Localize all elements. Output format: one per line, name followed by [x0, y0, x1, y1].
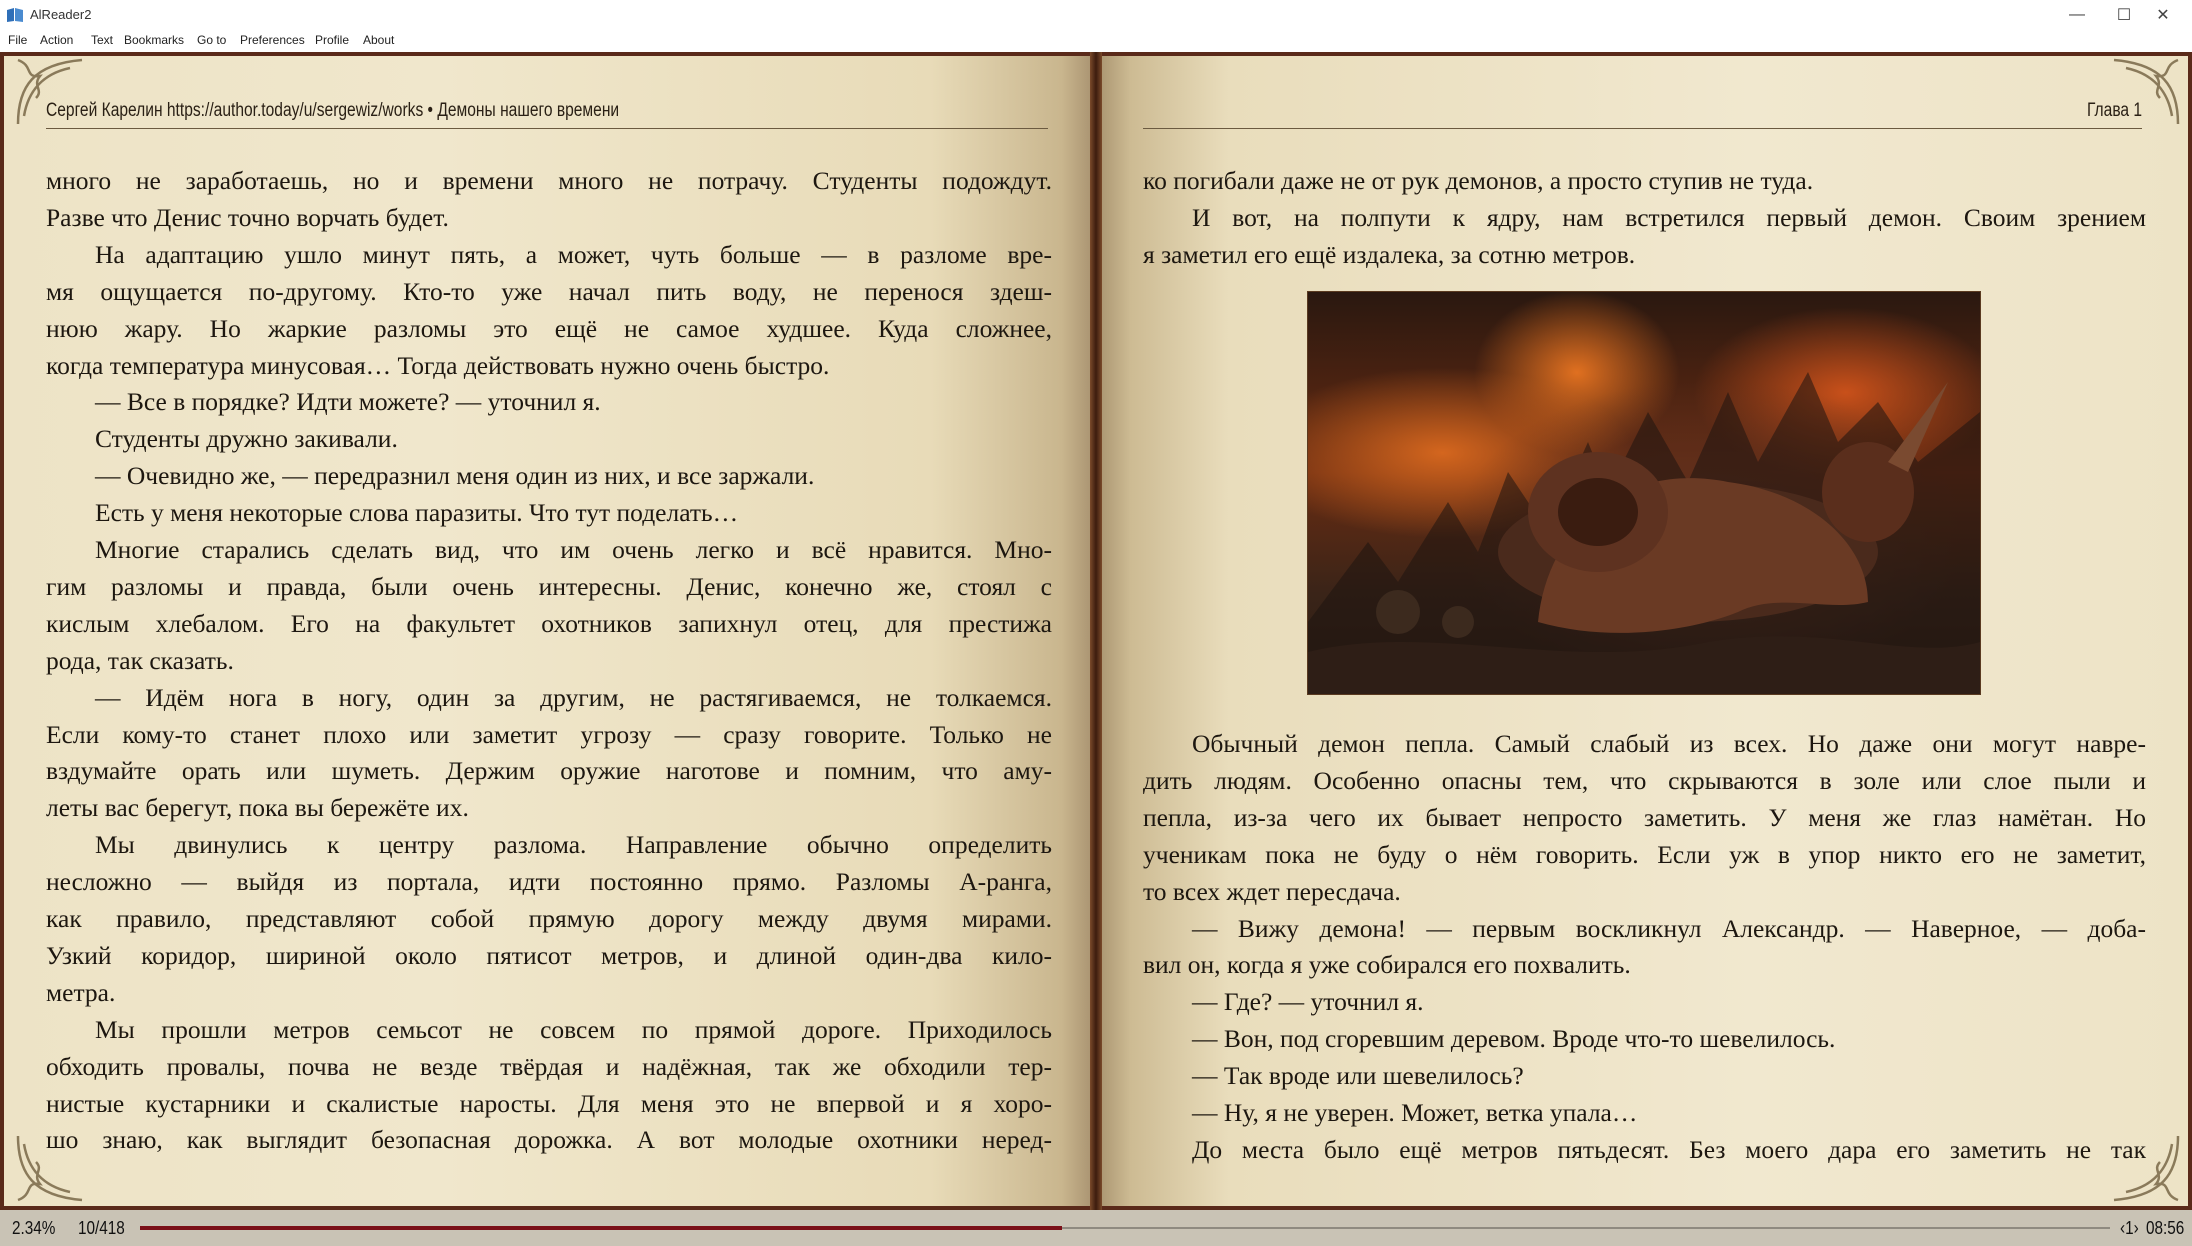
page-counter[interactable]: 10/418 — [78, 1218, 125, 1238]
menu-profile[interactable]: Profile — [315, 33, 350, 47]
status-bar — [0, 1210, 2192, 1246]
menu-preferences[interactable]: Preferences — [240, 33, 305, 47]
menu-action[interactable]: Action — [40, 33, 74, 47]
text-line: ко погибали даже не от рук демонов, а просто ступив не туда. — [1143, 166, 1814, 195]
text-line: До места было ещё метров пятьдесят. Без моего дара его заметить не так — [1192, 1134, 2146, 1164]
menu-file[interactable]: File — [8, 33, 28, 47]
text-line: пепла, из-за чего их бывает непросто заметить. У меня же глаз намётан. Но — [1143, 802, 2146, 832]
maximize-button[interactable]: ☐ — [2116, 7, 2132, 24]
left-header-rule — [46, 128, 1048, 129]
text-line: вил он, когда я уже собирался его похвалить. — [1143, 950, 1631, 980]
menu-about[interactable]: About — [363, 33, 395, 47]
text-line: — Очевидно же, — передразнил меня один из них, и все заржали. — [95, 461, 815, 491]
demon-illustration — [1307, 291, 1981, 695]
text-line: — Ну, я не уверен. Может, ветка упала… — [1192, 1098, 1638, 1127]
text-line: леты вас берегут, пока вы бережёте их. — [46, 793, 469, 823]
text-line: — Вижу демона! — первым воскликнул Александр. — Наверное, — доба- — [1192, 913, 2146, 943]
text-line: мя ощущается по-другому. Кто-то уже начал пить воду, не перенося здеш- — [46, 276, 1052, 306]
text-line: несложно — выйдя из портала, идти постоянно прямо. Разломы А-ранга, — [46, 867, 1052, 897]
progress-fill — [140, 1226, 1062, 1230]
text-line: Многие старались сделать вид, что им очень легко и всё нравится. Мно- — [95, 535, 1052, 564]
text-line: дить людям. Особенно опасны тем, что скрываются в золе или слое пыли и — [1143, 765, 2146, 795]
demon-illustration-art — [1308, 292, 1980, 694]
left-running-header: Сергей Карелин https://author.today/u/sergewiz/works • Демоны нашего времени — [46, 100, 620, 121]
text-line: — Все в порядке? Идти можете? — уточнил я. — [95, 387, 601, 417]
text-line: вздумайте орать или шуметь. Держим оружие наготове и помним, что аму- — [46, 756, 1052, 786]
text-line: Разве что Денис точно ворчать будет. — [46, 202, 449, 232]
text-line: Мы прошли метров семьсот не совсем по прямой дороге. Приходилось — [95, 1014, 1052, 1044]
text-line: ученикам пока не буду о нём говорить. Если уж в упор никто его не заметит, — [1143, 839, 2146, 869]
book-spine — [1090, 52, 1102, 1210]
text-line: Узкий коридор, шириной около пятисот метров, и длиной один-два кило- — [46, 940, 1052, 970]
text-line: как правило, представляют собой прямую дорогу между двумя мирами. — [46, 904, 1052, 933]
right-running-header: Глава 1 — [2086, 100, 2142, 121]
minimize-button[interactable]: — — [2069, 6, 2085, 23]
title-bar — [0, 0, 2192, 30]
text-line: — Так вроде или шевелилось? — [1192, 1061, 1524, 1091]
right-header-rule — [1143, 128, 2142, 129]
text-line: метра. — [46, 977, 116, 1007]
text-line: Обычный демон пепла. Самый слабый из всех. Но даже они могут навре- — [1192, 729, 2146, 758]
text-line: Если кому-то станет плохо или заметит угрозу — сразу говорите. Только не — [46, 719, 1052, 749]
text-line: Студенты дружно закивали. — [95, 424, 398, 454]
text-line: то всех ждет пересдача. — [1143, 876, 1401, 906]
menu-bar — [0, 30, 2192, 52]
text-line: — Вон, под сгоревшим деревом. Вроде что-то шевелилось. — [1192, 1024, 1836, 1054]
app-book-icon — [6, 7, 24, 23]
text-line: Есть у меня некоторые слова паразиты. Что тут поделать… — [95, 498, 739, 528]
text-line: кислым хлебалом. Его на факультет охотников запихнул отец, для престижа — [46, 608, 1052, 638]
menu-bookmarks[interactable]: Bookmarks — [124, 33, 185, 47]
text-line: нистые кустарники и скалистые наросты. Для меня это не впервой и я хоро- — [46, 1088, 1052, 1118]
text-line: — Идём нога в ногу, один за другим, не растягиваемся, не толкаемся. — [95, 682, 1052, 712]
window-title: AlReader2 — [30, 7, 92, 22]
text-line: рода, так сказать. — [46, 645, 234, 675]
text-line: — Где? — уточнил я. — [1192, 987, 1424, 1017]
clock: 08:56 — [2146, 1218, 2185, 1238]
menu-text[interactable]: Text — [91, 33, 114, 47]
text-line: шо знаю, как выглядит безопасная дорожка. А вот молодые охотники неред- — [46, 1125, 1052, 1155]
text-line: Мы двинулись к центру разлома. Направление обычно определить — [95, 830, 1052, 860]
progress-percent: 2.34% — [12, 1218, 56, 1238]
text-line: гим разломы и правда, были очень интересны. Денис, конечно же, стоял с — [46, 571, 1052, 601]
close-button[interactable]: ✕ — [2156, 7, 2170, 24]
text-line: много не заработаешь, но и времени много не потрачу. Студенты подождут. — [46, 166, 1052, 195]
text-line: И вот, на полпути к ядру, нам встретился первый демон. Своим зрением — [1192, 202, 2146, 232]
text-line: обходить провалы, почва не везде твёрдая и надёжная, так же обходили тер- — [46, 1051, 1052, 1081]
page-nav-indicator[interactable]: ‹1› — [2120, 1218, 2139, 1238]
text-line: нюю жару. Но жаркие разломы это ещё не самое худшее. Куда сложнее, — [46, 313, 1052, 343]
text-line: когда температура минусовая… Тогда действовать нужно очень быстро. — [46, 350, 830, 380]
text-line: На адаптацию ушло минут пять, а может, чуть больше — в разломе вре- — [95, 239, 1052, 269]
text-line: я заметил его ещё издалека, за сотню метров. — [1143, 239, 1636, 269]
menu-go-to[interactable]: Go to — [197, 33, 227, 47]
